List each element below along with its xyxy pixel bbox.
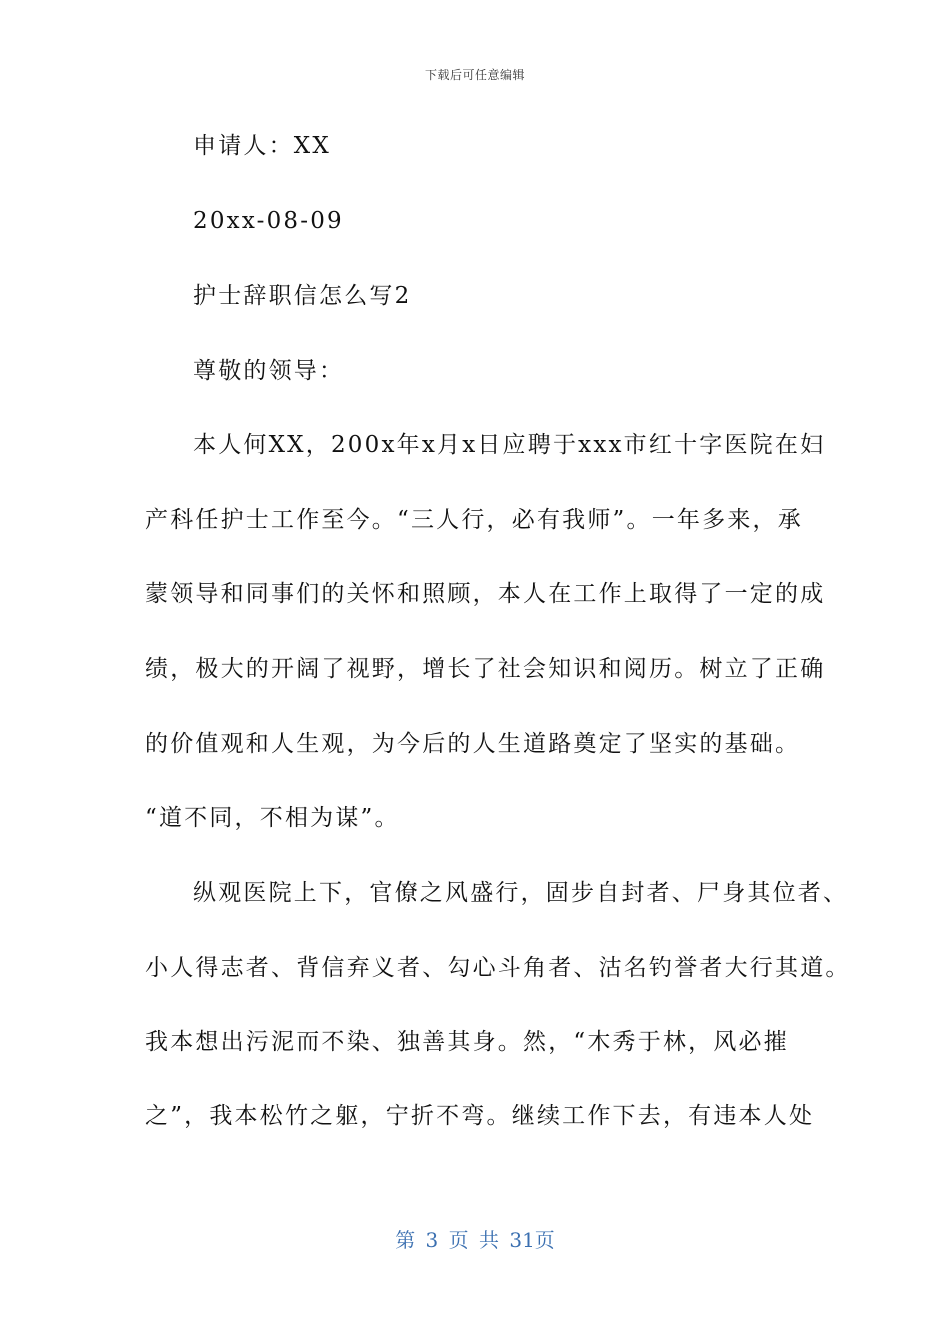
date-line: 20xx-08-09 — [193, 208, 344, 234]
paragraph-line: 的价值观和人生观，为今后的人生道路奠定了坚实的基础。 — [145, 731, 801, 757]
page-number-footer: 第 3 页 共 31页 — [395, 1228, 555, 1252]
paragraph-line: “道不同，不相为谋”。 — [145, 805, 400, 831]
paragraph-line: 本人何XX，200x年x月x日应聘于xxx市红十字医院在妇 — [193, 432, 826, 458]
page-header: 下载后可任意编辑 — [424, 68, 525, 82]
applicant-line: 申请人：XX — [193, 133, 331, 159]
section-title: 护士辞职信怎么写2 — [193, 283, 412, 309]
paragraph-line: 绩，极大的开阔了视野，增长了社会知识和阅历。树立了正确 — [145, 656, 826, 682]
paragraph-line: 产科任护士工作至今。“三人行，必有我师”。一年多来，承 — [145, 507, 803, 533]
paragraph-line: 纵观医院上下，官僚之风盛行，固步自封者、尸身其位者、 — [193, 880, 849, 906]
salutation: 尊敬的领导： — [193, 358, 345, 384]
paragraph-line: 小人得志者、背信弃义者、勾心斗角者、沽名钓誉者大行其道。 — [145, 955, 851, 981]
paragraph-line: 之”，我本松竹之躯，宁折不弯。继续工作下去，有违本人处 — [145, 1103, 815, 1129]
paragraph-line: 蒙领导和同事们的关怀和照顾，本人在工作上取得了一定的成 — [145, 581, 826, 607]
paragraph-line: 我本想出污泥而不染、独善其身。然，“木秀于林，风必摧 — [145, 1029, 789, 1055]
